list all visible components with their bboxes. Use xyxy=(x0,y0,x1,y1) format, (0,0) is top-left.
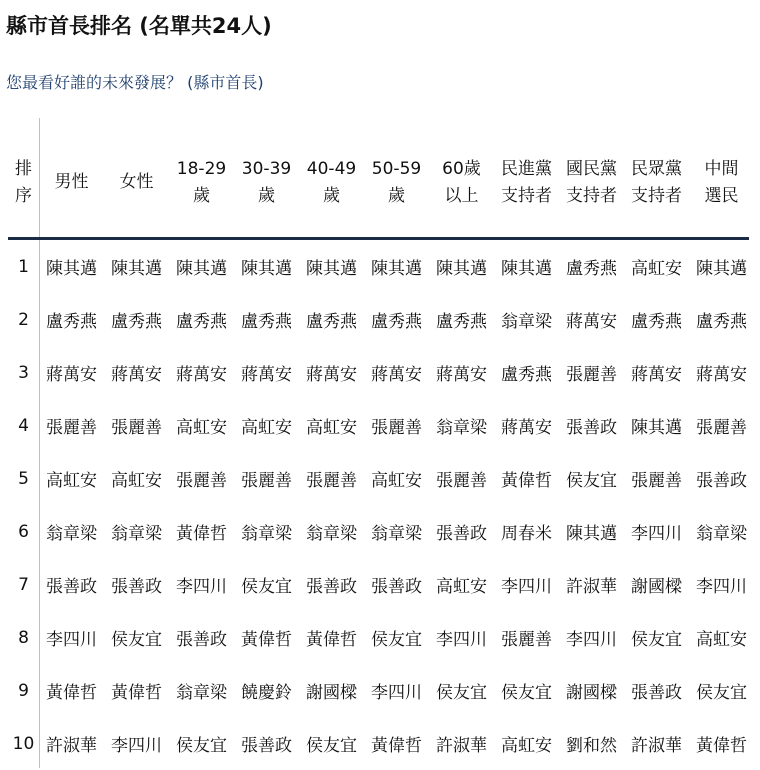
candidate-name: 李四川 xyxy=(501,577,552,597)
ranking-table xyxy=(8,145,754,770)
candidate-name: 翁章梁 xyxy=(371,524,422,544)
candidate-name: 張善政 xyxy=(631,683,682,703)
column-header-line: 選民 xyxy=(704,185,739,206)
rank-header-line: 排 xyxy=(15,158,32,179)
rank-header-line: 序 xyxy=(15,185,32,206)
column-header xyxy=(429,145,494,220)
candidate-name: 黃偉哲 xyxy=(371,736,422,756)
candidate-name: 張麗善 xyxy=(501,630,552,650)
candidate-name: 張善政 xyxy=(566,418,617,438)
candidate-name: 黃偉哲 xyxy=(696,736,747,756)
candidate-name: 陳其邁 xyxy=(306,259,357,279)
candidate-name: 侯友宜 xyxy=(371,630,422,650)
candidate-name: 高虹安 xyxy=(306,418,357,438)
table-row xyxy=(8,558,754,611)
column-header-line: 40-49 xyxy=(306,158,357,179)
candidate-name: 張麗善 xyxy=(111,418,162,438)
candidate-name: 蔣萬安 xyxy=(696,365,747,385)
column-header-line: 支持者 xyxy=(566,185,617,206)
column-header xyxy=(234,145,299,220)
candidate-name: 李四川 xyxy=(371,683,422,703)
candidate-name: 高虹安 xyxy=(501,736,552,756)
candidate-name: 翁章梁 xyxy=(501,312,552,332)
candidate-name: 侯友宜 xyxy=(436,683,487,703)
rank-number: 5 xyxy=(18,468,29,489)
candidate-name: 翁章梁 xyxy=(111,524,162,544)
column-header-line: 歲 xyxy=(258,185,275,206)
column-header-line: 歲 xyxy=(388,185,405,206)
column-header xyxy=(494,145,559,220)
candidate-name: 許淑華 xyxy=(46,736,97,756)
candidate-name: 謝國樑 xyxy=(631,577,682,597)
candidate-name: 盧秀燕 xyxy=(46,312,97,332)
candidate-name: 張麗善 xyxy=(696,418,747,438)
candidate-name: 蔣萬安 xyxy=(501,418,552,438)
rank-column-header xyxy=(8,145,39,220)
candidate-name: 高虹安 xyxy=(241,418,292,438)
candidate-name: 高虹安 xyxy=(111,471,162,491)
candidate-name: 陳其邁 xyxy=(176,259,227,279)
column-header-line: 女性 xyxy=(119,172,154,192)
column-header xyxy=(559,145,624,220)
candidate-name: 黃偉哲 xyxy=(241,630,292,650)
candidate-name: 蔣萬安 xyxy=(46,365,97,385)
column-header-line: 30-39 xyxy=(241,158,292,179)
candidate-name: 張麗善 xyxy=(46,418,97,438)
candidate-name: 謝國樑 xyxy=(306,683,357,703)
candidate-name: 李四川 xyxy=(46,630,97,650)
candidate-name: 李四川 xyxy=(696,577,747,597)
column-header xyxy=(689,145,754,220)
rank-number: 2 xyxy=(18,309,29,330)
candidate-name: 李四川 xyxy=(111,736,162,756)
candidate-name: 饒慶鈴 xyxy=(241,683,292,703)
candidate-name: 蔣萬安 xyxy=(241,365,292,385)
candidate-name: 張麗善 xyxy=(566,365,617,385)
candidate-name: 侯友宜 xyxy=(111,630,162,650)
candidate-name: 翁章梁 xyxy=(241,524,292,544)
candidate-name: 陳其邁 xyxy=(46,259,97,279)
table-row xyxy=(8,664,754,717)
candidate-name: 張麗善 xyxy=(371,418,422,438)
table-row xyxy=(8,505,754,558)
rank-number: 9 xyxy=(18,680,29,701)
candidate-name: 侯友宜 xyxy=(241,577,292,597)
candidate-name: 張善政 xyxy=(46,577,97,597)
column-header-line: 支持者 xyxy=(631,185,682,206)
column-header xyxy=(624,145,689,220)
candidate-name: 高虹安 xyxy=(436,577,487,597)
rank-number: 4 xyxy=(18,415,29,436)
candidate-name: 盧秀燕 xyxy=(306,312,357,332)
column-header xyxy=(104,145,169,220)
candidate-name: 高虹安 xyxy=(176,418,227,438)
candidate-name: 陳其邁 xyxy=(501,259,552,279)
candidate-name: 張善政 xyxy=(176,630,227,650)
candidate-name: 張善政 xyxy=(436,524,487,544)
candidate-name: 陳其邁 xyxy=(436,259,487,279)
column-header-line: 歲 xyxy=(193,185,210,206)
column-header-line: 50-59 xyxy=(371,158,422,179)
candidate-name: 黃偉哲 xyxy=(306,630,357,650)
column-header xyxy=(169,145,234,220)
candidate-name: 蔣萬安 xyxy=(371,365,422,385)
candidate-name: 李四川 xyxy=(176,577,227,597)
candidate-name: 翁章梁 xyxy=(436,418,487,438)
candidate-name: 蔣萬安 xyxy=(111,365,162,385)
rank-number: 6 xyxy=(18,521,29,542)
candidate-name: 陳其邁 xyxy=(371,259,422,279)
column-header-line: 60歲 xyxy=(442,158,481,179)
candidate-name: 謝國樑 xyxy=(566,683,617,703)
page-title: 縣市首長排名 (名單共24人) xyxy=(6,14,272,38)
column-header-line: 18-29 xyxy=(176,158,227,179)
rank-number: 1 xyxy=(18,256,29,277)
candidate-name: 蔣萬安 xyxy=(566,312,617,332)
candidate-name: 李四川 xyxy=(566,630,617,650)
candidate-name: 許淑華 xyxy=(436,736,487,756)
column-header xyxy=(39,145,104,220)
table-row xyxy=(8,717,754,770)
candidate-name: 黃偉哲 xyxy=(501,471,552,491)
candidate-name: 盧秀燕 xyxy=(501,365,552,385)
candidate-name: 張善政 xyxy=(111,577,162,597)
column-header-line: 歲 xyxy=(323,185,340,206)
candidate-name: 劉和然 xyxy=(566,736,617,756)
column-header-line: 民眾黨 xyxy=(631,158,682,179)
candidate-name: 侯友宜 xyxy=(306,736,357,756)
candidate-name: 盧秀燕 xyxy=(566,259,617,279)
column-header-line: 民進黨 xyxy=(501,158,552,179)
candidate-name: 盧秀燕 xyxy=(176,312,227,332)
candidate-name: 張善政 xyxy=(306,577,357,597)
table-header-row xyxy=(8,145,754,220)
candidate-name: 盧秀燕 xyxy=(241,312,292,332)
table-row xyxy=(8,293,754,346)
candidate-name: 高虹安 xyxy=(46,471,97,491)
candidate-name: 張麗善 xyxy=(631,471,682,491)
candidate-name: 高虹安 xyxy=(631,259,682,279)
column-header xyxy=(364,145,429,220)
candidate-name: 侯友宜 xyxy=(501,683,552,703)
candidate-name: 蔣萬安 xyxy=(631,365,682,385)
candidate-name: 張麗善 xyxy=(176,471,227,491)
candidate-name: 張麗善 xyxy=(436,471,487,491)
candidate-name: 盧秀燕 xyxy=(111,312,162,332)
table-row xyxy=(8,452,754,505)
candidate-name: 翁章梁 xyxy=(176,683,227,703)
candidate-name: 黃偉哲 xyxy=(111,683,162,703)
candidate-name: 許淑華 xyxy=(566,577,617,597)
candidate-name: 張麗善 xyxy=(241,471,292,491)
candidate-name: 翁章梁 xyxy=(46,524,97,544)
candidate-name: 盧秀燕 xyxy=(631,312,682,332)
rank-number: 7 xyxy=(18,574,29,595)
candidate-name: 陳其邁 xyxy=(241,259,292,279)
candidate-name: 翁章梁 xyxy=(696,524,747,544)
header-spacer xyxy=(8,220,754,240)
candidate-name: 李四川 xyxy=(436,630,487,650)
column-header-line: 以上 xyxy=(444,185,479,206)
column-header-line: 國民黨 xyxy=(566,158,617,179)
candidate-name: 蔣萬安 xyxy=(306,365,357,385)
candidate-name: 陳其邁 xyxy=(566,524,617,544)
rank-number: 8 xyxy=(18,627,29,648)
rank-number: 10 xyxy=(12,733,35,754)
candidate-name: 陳其邁 xyxy=(631,418,682,438)
candidate-name: 高虹安 xyxy=(696,630,747,650)
candidate-name: 黃偉哲 xyxy=(176,524,227,544)
candidate-name: 盧秀燕 xyxy=(696,312,747,332)
candidate-name: 蔣萬安 xyxy=(436,365,487,385)
candidate-name: 張善政 xyxy=(696,471,747,491)
candidate-name: 張善政 xyxy=(371,577,422,597)
candidate-name: 盧秀燕 xyxy=(371,312,422,332)
candidate-name: 黃偉哲 xyxy=(46,683,97,703)
rank-number: 3 xyxy=(18,362,29,383)
candidate-name: 蔣萬安 xyxy=(176,365,227,385)
column-header-line: 中間 xyxy=(704,158,739,179)
candidate-name: 高虹安 xyxy=(371,471,422,491)
candidate-name: 張麗善 xyxy=(306,471,357,491)
candidate-name: 盧秀燕 xyxy=(436,312,487,332)
candidate-name: 陳其邁 xyxy=(696,259,747,279)
table-row xyxy=(8,611,754,664)
column-header xyxy=(299,145,364,220)
candidate-name: 侯友宜 xyxy=(631,630,682,650)
candidate-name: 侯友宜 xyxy=(566,471,617,491)
survey-question: 您最看好誰的未來發展？ (縣市首長) xyxy=(6,73,264,92)
table-row xyxy=(8,399,754,452)
column-header-line: 男性 xyxy=(54,172,89,192)
candidate-name: 許淑華 xyxy=(631,736,682,756)
candidate-name: 張善政 xyxy=(241,736,292,756)
candidate-name: 侯友宜 xyxy=(696,683,747,703)
candidate-name: 李四川 xyxy=(631,524,682,544)
table-row xyxy=(8,346,754,399)
candidate-name: 周春米 xyxy=(501,524,552,544)
candidate-name: 翁章梁 xyxy=(306,524,357,544)
table-row xyxy=(8,240,754,293)
candidate-name: 陳其邁 xyxy=(111,259,162,279)
candidate-name: 侯友宜 xyxy=(176,736,227,756)
column-header-line: 支持者 xyxy=(501,185,552,206)
